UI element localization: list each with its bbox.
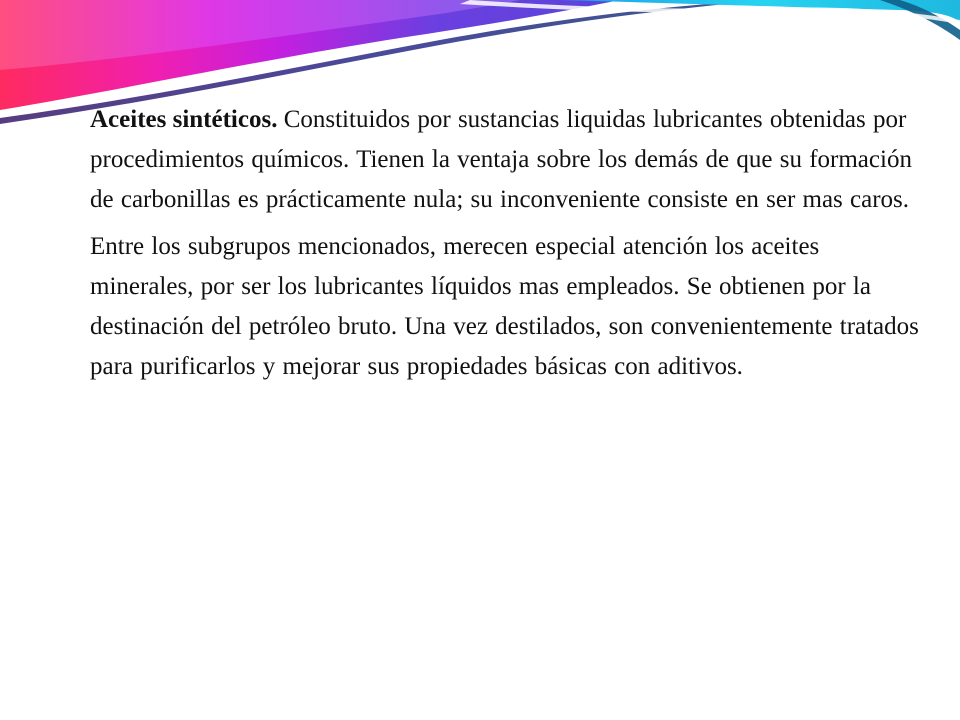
term-synthetic-oils: Aceites sintéticos. — [90, 106, 278, 133]
paragraph-text: Entre los subgrupos mencionados, merecen especial atención los aceites minerales, por ser los lubricantes líquidos mas empleados. Se obtienen por la destinación del petróleo bruto. Una vez destilados, son convenientemente tratados para purificarlos y mejorar sus propiedades básicas con aditivos. — [90, 233, 919, 380]
paragraph-synthetic-oils — [90, 100, 920, 220]
paragraph-mineral-oils — [90, 227, 920, 387]
paragraph-text: Constituidos por sustancias liquidas lubricantes obtenidas por procedimientos químicos. Tienen la ventaja sobre los demás de que su formación de carbonillas es prácticamente nula; su inconveniente consiste en ser mas caros. — [90, 106, 912, 213]
text-content — [90, 100, 920, 394]
